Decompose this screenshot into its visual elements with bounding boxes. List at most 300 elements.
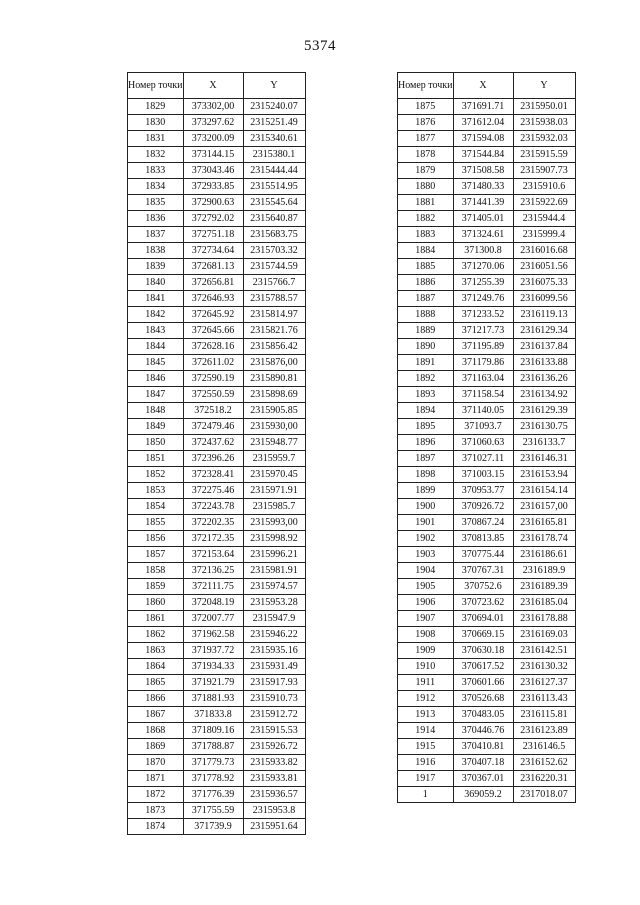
x-coordinate-cell: 371612.04 [453, 115, 513, 131]
y-coordinate-cell: 2315974.57 [243, 579, 305, 595]
table-row [128, 787, 306, 803]
point-number-cell: 1832 [128, 147, 184, 163]
point-number-cell: 1887 [398, 291, 454, 307]
table-row [128, 611, 306, 627]
table-row [128, 755, 306, 771]
y-coordinate-cell: 2316130.75 [513, 419, 575, 435]
table-row [398, 723, 576, 739]
header-y: Y [513, 73, 575, 99]
x-coordinate-cell: 370617.52 [453, 659, 513, 675]
table-row [128, 675, 306, 691]
table-row [398, 323, 576, 339]
y-coordinate-cell: 2315380.1 [243, 147, 305, 163]
point-number-cell: 1915 [398, 739, 454, 755]
y-coordinate-cell: 2316123.89 [513, 723, 575, 739]
x-coordinate-cell: 371881.93 [183, 691, 243, 707]
y-coordinate-cell: 2315907.73 [513, 163, 575, 179]
point-number-cell: 1851 [128, 451, 184, 467]
x-coordinate-cell: 371691.71 [453, 99, 513, 115]
y-coordinate-cell: 2316146.5 [513, 739, 575, 755]
page-number: 5374 [304, 38, 336, 54]
x-coordinate-cell: 372933.85 [183, 179, 243, 195]
y-coordinate-cell: 2315951.64 [243, 819, 305, 835]
table-row [128, 771, 306, 787]
y-coordinate-cell: 2315996.21 [243, 547, 305, 563]
point-number-cell: 1863 [128, 643, 184, 659]
point-number-cell: 1892 [398, 371, 454, 387]
table-row [128, 371, 306, 387]
x-coordinate-cell: 372437.62 [183, 435, 243, 451]
table-row [128, 387, 306, 403]
table-row [398, 339, 576, 355]
y-coordinate-cell: 2315890.81 [243, 371, 305, 387]
point-number-cell: 1840 [128, 275, 184, 291]
x-coordinate-cell: 371233.52 [453, 307, 513, 323]
x-coordinate-cell: 372734.64 [183, 243, 243, 259]
point-number-cell: 1885 [398, 259, 454, 275]
y-coordinate-cell: 2315683.75 [243, 227, 305, 243]
table-row [128, 195, 306, 211]
x-coordinate-cell: 370813.85 [453, 531, 513, 547]
y-coordinate-cell: 2315933.82 [243, 755, 305, 771]
y-coordinate-cell: 2316189.9 [513, 563, 575, 579]
y-coordinate-cell: 2316129.39 [513, 403, 575, 419]
y-coordinate-cell: 2315953.28 [243, 595, 305, 611]
y-coordinate-cell: 2316133.7 [513, 435, 575, 451]
header-x: X [453, 73, 513, 99]
point-number-cell: 1872 [128, 787, 184, 803]
x-coordinate-cell: 370526.68 [453, 691, 513, 707]
y-coordinate-cell: 2316016.68 [513, 243, 575, 259]
table-row [398, 371, 576, 387]
x-coordinate-cell: 373144.15 [183, 147, 243, 163]
x-coordinate-cell: 370630.18 [453, 643, 513, 659]
table-row [398, 275, 576, 291]
point-number-cell: 1856 [128, 531, 184, 547]
table-row [128, 211, 306, 227]
y-coordinate-cell: 2316169.03 [513, 627, 575, 643]
y-coordinate-cell: 2315946.22 [243, 627, 305, 643]
table-row [128, 547, 306, 563]
table-row [398, 435, 576, 451]
y-coordinate-cell: 2315912.72 [243, 707, 305, 723]
table-row [398, 563, 576, 579]
table-row [398, 787, 576, 803]
table-row [128, 691, 306, 707]
table-row [398, 627, 576, 643]
y-coordinate-cell: 2315993,00 [243, 515, 305, 531]
y-coordinate-cell: 2315970.45 [243, 467, 305, 483]
x-coordinate-cell: 371270.06 [453, 259, 513, 275]
x-coordinate-cell: 372243.78 [183, 499, 243, 515]
x-coordinate-cell: 371833.8 [183, 707, 243, 723]
point-number-cell: 1891 [398, 355, 454, 371]
table-row [398, 131, 576, 147]
x-coordinate-cell: 371779.73 [183, 755, 243, 771]
x-coordinate-cell: 371217.73 [453, 323, 513, 339]
y-coordinate-cell: 2316152.62 [513, 755, 575, 771]
y-coordinate-cell: 2315971.91 [243, 483, 305, 499]
x-coordinate-cell: 371809.16 [183, 723, 243, 739]
y-coordinate-cell: 2316051.56 [513, 259, 575, 275]
table-row [128, 659, 306, 675]
table-row [398, 403, 576, 419]
table-row [398, 643, 576, 659]
point-number-cell: 1908 [398, 627, 454, 643]
x-coordinate-cell: 372007.77 [183, 611, 243, 627]
x-coordinate-cell: 372153.64 [183, 547, 243, 563]
y-coordinate-cell: 2315926.72 [243, 739, 305, 755]
point-number-cell: 1898 [398, 467, 454, 483]
point-number-cell: 1896 [398, 435, 454, 451]
x-coordinate-cell: 370601.66 [453, 675, 513, 691]
point-number-cell: 1837 [128, 227, 184, 243]
point-number-cell: 1893 [398, 387, 454, 403]
point-number-cell: 1902 [398, 531, 454, 547]
x-coordinate-cell: 371324.61 [453, 227, 513, 243]
point-number-cell: 1914 [398, 723, 454, 739]
table-row [128, 563, 306, 579]
y-coordinate-cell: 2315981.91 [243, 563, 305, 579]
x-coordinate-cell: 370694.01 [453, 611, 513, 627]
y-coordinate-cell: 2315944.4 [513, 211, 575, 227]
table-row [398, 195, 576, 211]
table-row [398, 595, 576, 611]
table-row [128, 243, 306, 259]
table-row [128, 467, 306, 483]
point-number-cell: 1895 [398, 419, 454, 435]
table-row [128, 435, 306, 451]
point-number-cell: 1876 [398, 115, 454, 131]
x-coordinate-cell: 371480.33 [453, 179, 513, 195]
x-coordinate-cell: 372202.35 [183, 515, 243, 531]
point-number-cell: 1881 [398, 195, 454, 211]
y-coordinate-cell: 2315910.73 [243, 691, 305, 707]
point-number-cell: 1858 [128, 563, 184, 579]
header-x: X [183, 73, 243, 99]
y-coordinate-cell: 2315545.64 [243, 195, 305, 211]
point-number-cell: 1906 [398, 595, 454, 611]
table-row [128, 323, 306, 339]
point-number-cell: 1901 [398, 515, 454, 531]
point-number-cell: 1904 [398, 563, 454, 579]
x-coordinate-cell: 370867.24 [453, 515, 513, 531]
table-row [398, 163, 576, 179]
point-number-cell: 1869 [128, 739, 184, 755]
y-coordinate-cell: 2315922.69 [513, 195, 575, 211]
y-coordinate-cell: 2316137.84 [513, 339, 575, 355]
point-number-cell: 1883 [398, 227, 454, 243]
point-number-cell: 1844 [128, 339, 184, 355]
header-y: Y [243, 73, 305, 99]
point-number-cell: 1848 [128, 403, 184, 419]
y-coordinate-cell: 2315744.59 [243, 259, 305, 275]
table-row [398, 579, 576, 595]
y-coordinate-cell: 2315950.01 [513, 99, 575, 115]
x-coordinate-cell: 372518.2 [183, 403, 243, 419]
point-number-cell: 1839 [128, 259, 184, 275]
y-coordinate-cell: 2315340.61 [243, 131, 305, 147]
point-number-cell: 1890 [398, 339, 454, 355]
point-number-cell: 1917 [398, 771, 454, 787]
y-coordinate-cell: 2316142.51 [513, 643, 575, 659]
y-coordinate-cell: 2315251.49 [243, 115, 305, 131]
x-coordinate-cell: 371788.87 [183, 739, 243, 755]
y-coordinate-cell: 2317018.07 [513, 787, 575, 803]
x-coordinate-cell: 372628.16 [183, 339, 243, 355]
table-row [128, 115, 306, 131]
table-row [398, 99, 576, 115]
point-number-cell: 1879 [398, 163, 454, 179]
table-row [398, 547, 576, 563]
x-coordinate-cell: 372396.26 [183, 451, 243, 467]
point-number-cell: 1894 [398, 403, 454, 419]
x-coordinate-cell: 371255.39 [453, 275, 513, 291]
point-number-cell: 1834 [128, 179, 184, 195]
point-number-cell: 1864 [128, 659, 184, 675]
table-row [398, 691, 576, 707]
y-coordinate-cell: 2315703.32 [243, 243, 305, 259]
x-coordinate-cell: 372550.59 [183, 387, 243, 403]
y-coordinate-cell: 2315931.49 [243, 659, 305, 675]
table-row [128, 707, 306, 723]
point-number-cell: 1845 [128, 355, 184, 371]
y-coordinate-cell: 2316154.14 [513, 483, 575, 499]
y-coordinate-cell: 2315240.07 [243, 99, 305, 115]
table-row [128, 595, 306, 611]
point-number-cell: 1910 [398, 659, 454, 675]
table-row [128, 739, 306, 755]
table-row [398, 675, 576, 691]
table-row [128, 579, 306, 595]
y-coordinate-cell: 2315640.87 [243, 211, 305, 227]
point-number-cell: 1913 [398, 707, 454, 723]
y-coordinate-cell: 2315876,00 [243, 355, 305, 371]
table-row [128, 179, 306, 195]
point-number-cell: 1861 [128, 611, 184, 627]
y-coordinate-cell: 2316220.31 [513, 771, 575, 787]
point-number-cell: 1836 [128, 211, 184, 227]
x-coordinate-cell: 373302,00 [183, 99, 243, 115]
table-row [398, 419, 576, 435]
table-row [128, 451, 306, 467]
x-coordinate-cell: 373297.62 [183, 115, 243, 131]
y-coordinate-cell: 2316129.34 [513, 323, 575, 339]
y-coordinate-cell: 2315999.4 [513, 227, 575, 243]
x-coordinate-cell: 371027.11 [453, 451, 513, 467]
point-number-cell: 1833 [128, 163, 184, 179]
point-number-cell: 1880 [398, 179, 454, 195]
x-coordinate-cell: 371508.58 [453, 163, 513, 179]
point-number-cell: 1865 [128, 675, 184, 691]
table-row [398, 739, 576, 755]
x-coordinate-cell: 372328.41 [183, 467, 243, 483]
x-coordinate-cell: 370407.18 [453, 755, 513, 771]
x-coordinate-cell: 372751.18 [183, 227, 243, 243]
point-number-cell: 1900 [398, 499, 454, 515]
x-coordinate-cell: 372656.81 [183, 275, 243, 291]
x-coordinate-cell: 373200.09 [183, 131, 243, 147]
coordinates-table-right [397, 72, 576, 803]
point-number-cell: 1835 [128, 195, 184, 211]
y-coordinate-cell: 2315915.53 [243, 723, 305, 739]
y-coordinate-cell: 2316186.61 [513, 547, 575, 563]
x-coordinate-cell: 371179.86 [453, 355, 513, 371]
x-coordinate-cell: 372681.13 [183, 259, 243, 275]
table-row [398, 243, 576, 259]
y-coordinate-cell: 2315905.85 [243, 403, 305, 419]
table-row [398, 355, 576, 371]
y-coordinate-cell: 2315856.42 [243, 339, 305, 355]
point-number-cell: 1884 [398, 243, 454, 259]
point-number-cell: 1873 [128, 803, 184, 819]
x-coordinate-cell: 372479.46 [183, 419, 243, 435]
y-coordinate-cell: 2315915.59 [513, 147, 575, 163]
y-coordinate-cell: 2315821.76 [243, 323, 305, 339]
point-number-cell: 1911 [398, 675, 454, 691]
y-coordinate-cell: 2315788.57 [243, 291, 305, 307]
table-row [398, 291, 576, 307]
y-coordinate-cell: 2316136.26 [513, 371, 575, 387]
y-coordinate-cell: 2315444.44 [243, 163, 305, 179]
point-number-cell: 1846 [128, 371, 184, 387]
table-row [128, 403, 306, 419]
table-row [398, 531, 576, 547]
x-coordinate-cell: 370483.05 [453, 707, 513, 723]
x-coordinate-cell: 371249.76 [453, 291, 513, 307]
x-coordinate-cell: 370775.44 [453, 547, 513, 563]
y-coordinate-cell: 2316127.37 [513, 675, 575, 691]
table-row [128, 627, 306, 643]
table-row [128, 499, 306, 515]
x-coordinate-cell: 371934.33 [183, 659, 243, 675]
y-coordinate-cell: 2316153.94 [513, 467, 575, 483]
table-row [128, 515, 306, 531]
table-row [398, 659, 576, 675]
y-coordinate-cell: 2315933.81 [243, 771, 305, 787]
table-row [398, 467, 576, 483]
y-coordinate-cell: 2316099.56 [513, 291, 575, 307]
y-coordinate-cell: 2316189.39 [513, 579, 575, 595]
point-number-cell: 1899 [398, 483, 454, 499]
table-row [398, 611, 576, 627]
y-coordinate-cell: 2315932.03 [513, 131, 575, 147]
point-number-cell: 1916 [398, 755, 454, 771]
table-header-row [128, 73, 306, 99]
point-number-cell: 1831 [128, 131, 184, 147]
x-coordinate-cell: 372792.02 [183, 211, 243, 227]
x-coordinate-cell: 370669.15 [453, 627, 513, 643]
point-number-cell: 1907 [398, 611, 454, 627]
point-number-cell: 1897 [398, 451, 454, 467]
table-row [398, 499, 576, 515]
x-coordinate-cell: 372172.35 [183, 531, 243, 547]
point-number-cell: 1829 [128, 99, 184, 115]
table-row [128, 275, 306, 291]
point-number-cell: 1886 [398, 275, 454, 291]
table-row [398, 179, 576, 195]
y-coordinate-cell: 2315917.93 [243, 675, 305, 691]
point-number-cell: 1909 [398, 643, 454, 659]
table-row [128, 483, 306, 499]
table-row [128, 419, 306, 435]
x-coordinate-cell: 371937.72 [183, 643, 243, 659]
x-coordinate-cell: 370367.01 [453, 771, 513, 787]
x-coordinate-cell: 371544.84 [453, 147, 513, 163]
y-coordinate-cell: 2315910.6 [513, 179, 575, 195]
point-number-cell: 1843 [128, 323, 184, 339]
y-coordinate-cell: 2315985.7 [243, 499, 305, 515]
point-number-cell: 1874 [128, 819, 184, 835]
point-number-cell: 1857 [128, 547, 184, 563]
x-coordinate-cell: 372048.19 [183, 595, 243, 611]
table-row [128, 131, 306, 147]
point-number-cell: 1888 [398, 307, 454, 323]
point-number-cell: 1877 [398, 131, 454, 147]
y-coordinate-cell: 2316075.33 [513, 275, 575, 291]
point-number-cell: 1860 [128, 595, 184, 611]
point-number-cell: 1830 [128, 115, 184, 131]
x-coordinate-cell: 371594.08 [453, 131, 513, 147]
y-coordinate-cell: 2316157,00 [513, 499, 575, 515]
table-row [398, 227, 576, 243]
point-number-cell: 1905 [398, 579, 454, 595]
table-row [128, 723, 306, 739]
point-number-cell: 1870 [128, 755, 184, 771]
y-coordinate-cell: 2316130.32 [513, 659, 575, 675]
point-number-cell: 1847 [128, 387, 184, 403]
x-coordinate-cell: 373043.46 [183, 163, 243, 179]
point-number-cell: 1859 [128, 579, 184, 595]
y-coordinate-cell: 2316119.13 [513, 307, 575, 323]
point-number-cell: 1878 [398, 147, 454, 163]
table-row [398, 771, 576, 787]
point-number-cell: 1871 [128, 771, 184, 787]
point-number-cell: 1854 [128, 499, 184, 515]
point-number-cell: 1 [398, 787, 454, 803]
y-coordinate-cell: 2316115.81 [513, 707, 575, 723]
table-row [128, 227, 306, 243]
coordinates-table-left [127, 72, 306, 835]
point-number-cell: 1862 [128, 627, 184, 643]
point-number-cell: 1867 [128, 707, 184, 723]
point-number-cell: 1842 [128, 307, 184, 323]
x-coordinate-cell: 371003.15 [453, 467, 513, 483]
x-coordinate-cell: 371140.05 [453, 403, 513, 419]
y-coordinate-cell: 2315814.97 [243, 307, 305, 323]
x-coordinate-cell: 371093.7 [453, 419, 513, 435]
x-coordinate-cell: 370926.72 [453, 499, 513, 515]
y-coordinate-cell: 2316133.88 [513, 355, 575, 371]
y-coordinate-cell: 2315998.92 [243, 531, 305, 547]
table-row [128, 355, 306, 371]
table-row [128, 819, 306, 835]
x-coordinate-cell: 370410.81 [453, 739, 513, 755]
table-row [398, 707, 576, 723]
x-coordinate-cell: 370752.6 [453, 579, 513, 595]
table-row [398, 755, 576, 771]
y-coordinate-cell: 2315935.16 [243, 643, 305, 659]
y-coordinate-cell: 2316178.74 [513, 531, 575, 547]
x-coordinate-cell: 371158.54 [453, 387, 513, 403]
point-number-cell: 1875 [398, 99, 454, 115]
x-coordinate-cell: 372900.63 [183, 195, 243, 211]
x-coordinate-cell: 370446.76 [453, 723, 513, 739]
table-row [128, 643, 306, 659]
table-row [398, 307, 576, 323]
table-row [128, 163, 306, 179]
x-coordinate-cell: 371962.58 [183, 627, 243, 643]
